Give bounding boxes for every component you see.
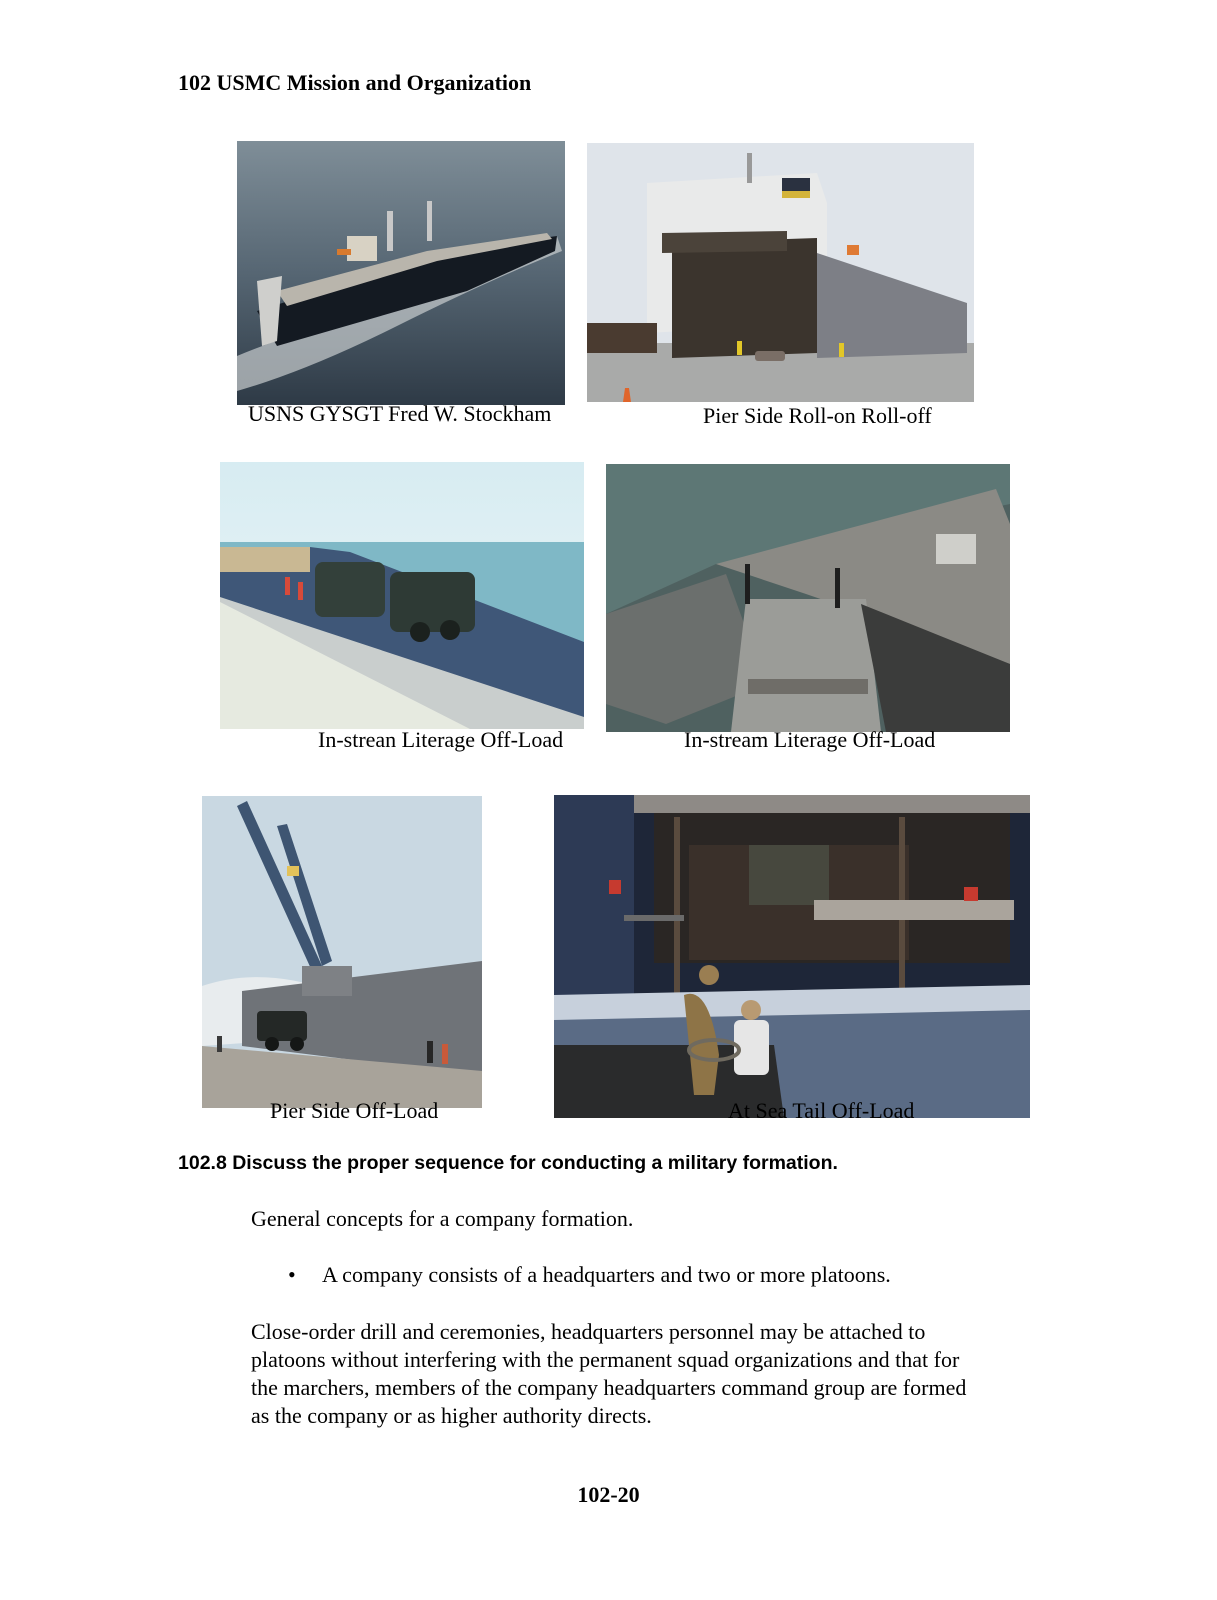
photo-at-sea-tail-offload — [554, 795, 1030, 1118]
paragraph-line: platoons without interfering with the permanent squad organizations and that for — [251, 1347, 960, 1372]
bullet-item — [288, 1262, 891, 1288]
bullet-icon: • — [288, 1262, 296, 1287]
page-number: 102-20 — [577, 1482, 640, 1507]
section-title: 102.8 Discuss the proper sequence for conducting a military formation. — [178, 1152, 838, 1174]
photo-pier-roro — [587, 143, 974, 402]
caption-instream-lighterage-2: In-stream Literage Off-Load — [684, 727, 936, 752]
section-intro: General concepts for a company formation. — [251, 1206, 634, 1231]
paragraph-line: as the company or as higher authority directs. — [251, 1403, 652, 1428]
caption-pier-side-offload: Pier Side Off-Load — [270, 1098, 439, 1123]
section-paragraph — [251, 1318, 1041, 1430]
photo-instream-lighterage-1 — [220, 462, 584, 729]
photo-pier-side-offload — [202, 796, 482, 1108]
caption-instream-lighterage-1: In-strean Literage Off-Load — [318, 727, 564, 752]
page-header: 102 USMC Mission and Organization — [178, 70, 532, 95]
photo-usns-stockham — [237, 141, 565, 405]
caption-at-sea-tail-offload: At Sea Tail Off-Load — [728, 1098, 915, 1123]
caption-pier-roro: Pier Side Roll-on Roll-off — [703, 403, 932, 428]
bullet-text: A company consists of a headquarters and two or more platoons. — [322, 1262, 891, 1287]
paragraph-line: Close-order drill and ceremonies, headquarters personnel may be attached to — [251, 1319, 926, 1344]
caption-usns-stockham: USNS GYSGT Fred W. Stockham — [248, 401, 552, 426]
photo-instream-lighterage-2 — [606, 464, 1010, 732]
paragraph-line: the marchers, members of the company headquarters command group are formed — [251, 1375, 967, 1400]
